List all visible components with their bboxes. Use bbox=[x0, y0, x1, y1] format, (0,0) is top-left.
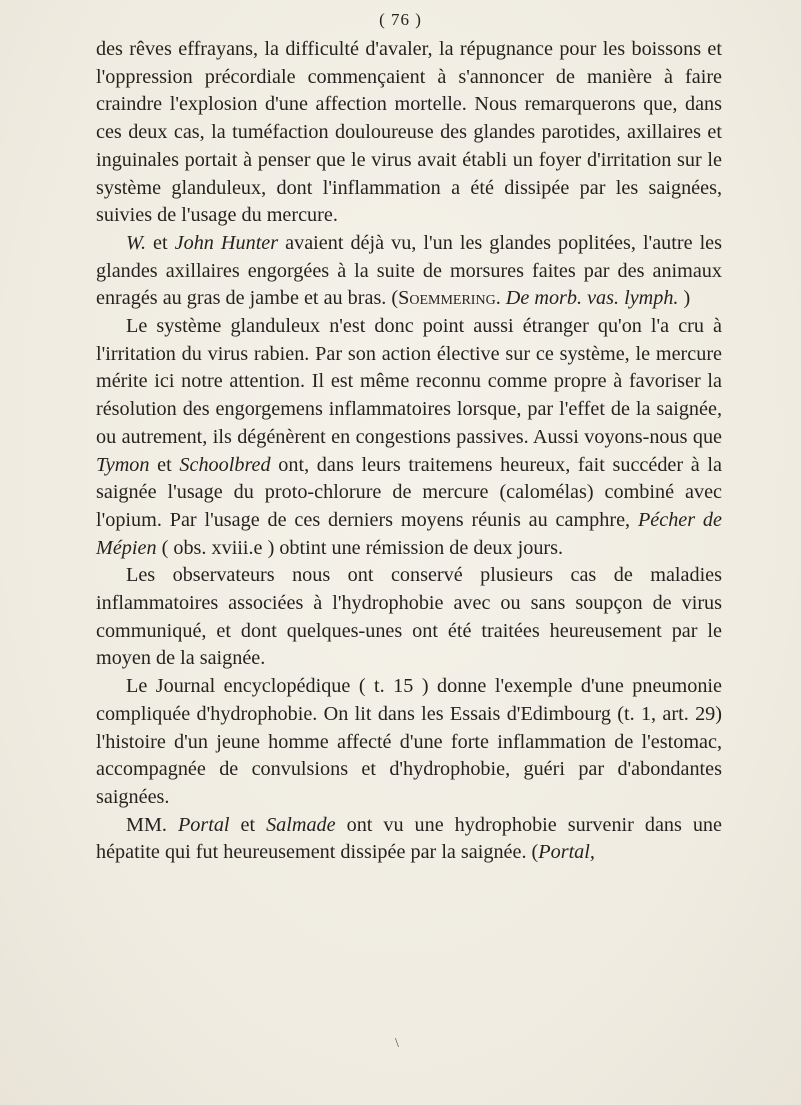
citation-title: De morb. vas. lymph. bbox=[505, 287, 679, 310]
citation-author: Soemmering bbox=[398, 287, 496, 310]
stray-ink-mark: \ bbox=[395, 1036, 399, 1051]
page-number: ( 76 ) bbox=[379, 10, 422, 29]
text-span: et bbox=[149, 453, 180, 476]
text-span: ont vu une hydrophobie survenir dans une hépatite qui fut heureusement dissipée par la saignée. ( bbox=[96, 813, 722, 864]
paragraph-6 bbox=[96, 812, 722, 867]
text-span: Le Journal encyclopédique ( t. 15 ) donne l'exemple d'une pneumonie compliquée d'hydrophobie. On lit dans les Essais d'Edimbourg (t. 1, art. 29) l'histoire d'un jeune homme affecté d'une forte inflammation de l'estomac, accompagnée de convulsions et d'hydrophobie, guéri par d'abondantes saignées. bbox=[96, 675, 722, 808]
text-span: Les observateurs nous ont conservé plusieurs cas de maladies inflammatoires associées à l'hydrophobie avec ou sans soupçon de virus communiqué, et dont quelques-unes ont été traitées heureusement par le moyen de la saignée. bbox=[96, 564, 722, 670]
text-span: et bbox=[146, 231, 175, 254]
author-name: Portal bbox=[177, 813, 230, 836]
text-span: des rêves effrayans, la difficulté d'avaler, la répugnance pour les boissons et l'oppression précordiale commençaient à s'annoncer de manière à faire craindre l'explosion d'une affection mortelle. Nous remarquerons que, dans ces deux cas, la tuméfaction douloureuse des glandes parotides, axillaires et inguinales portait à penser que le virus avait établi un foyer d'irritation sur le système glanduleux, dont l'inflammation a été dissipée par les saignées, suivies de l'usage du mercure. bbox=[96, 38, 722, 227]
author-name: Tymon bbox=[96, 453, 150, 476]
paragraph-4 bbox=[96, 562, 722, 673]
text-span: avaient déjà vu, l'un les glandes poplitées, l'autre les glandes axillaires engorgées à la suite de morsures faites par des animaux enragés au gras de jambe et au bras. ( bbox=[96, 231, 722, 310]
text-span: Le système glanduleux n'est donc point aussi étranger qu'on l'a cru à l'irritation du virus rabien. Par son action élective sur ce système, le mercure mérite ici notre attention. Il est même reconnu comme propre à favoriser la résolution des engorgemens inflammatoires lorsque, par l'effet de la saignée, ou autrement, ils dégénèrent en congestions passives. Aussi voyons-nous que bbox=[96, 315, 722, 448]
author-name: Salmade bbox=[266, 813, 336, 836]
author-name: Pécher de Mépien bbox=[96, 508, 722, 559]
author-name: Schoolbred bbox=[179, 453, 271, 476]
paragraph-5 bbox=[96, 673, 722, 812]
text-span: ont, dans leurs traitemens heureux, fait succéder à la saignée l'usage du proto-chlorure de mercure (calomélas) combiné avec l'opium. Par l'usage de ces derniers moyens réunis au camphre, bbox=[96, 453, 722, 531]
paragraph-2 bbox=[96, 230, 722, 313]
text-span: et bbox=[229, 813, 267, 836]
paragraph-3 bbox=[96, 313, 722, 562]
text-span: ( obs. xviii.e ) obtint une rémission de deux jours. bbox=[156, 536, 564, 559]
text-span: MM. bbox=[126, 813, 178, 836]
author-name: W. bbox=[126, 231, 147, 254]
paragraph-1 bbox=[96, 36, 722, 230]
author-name: Portal, bbox=[538, 841, 595, 864]
body-text bbox=[96, 36, 722, 867]
author-name: John Hunter bbox=[174, 231, 279, 254]
text-span: ) bbox=[678, 287, 691, 310]
text-span: . bbox=[495, 287, 506, 310]
